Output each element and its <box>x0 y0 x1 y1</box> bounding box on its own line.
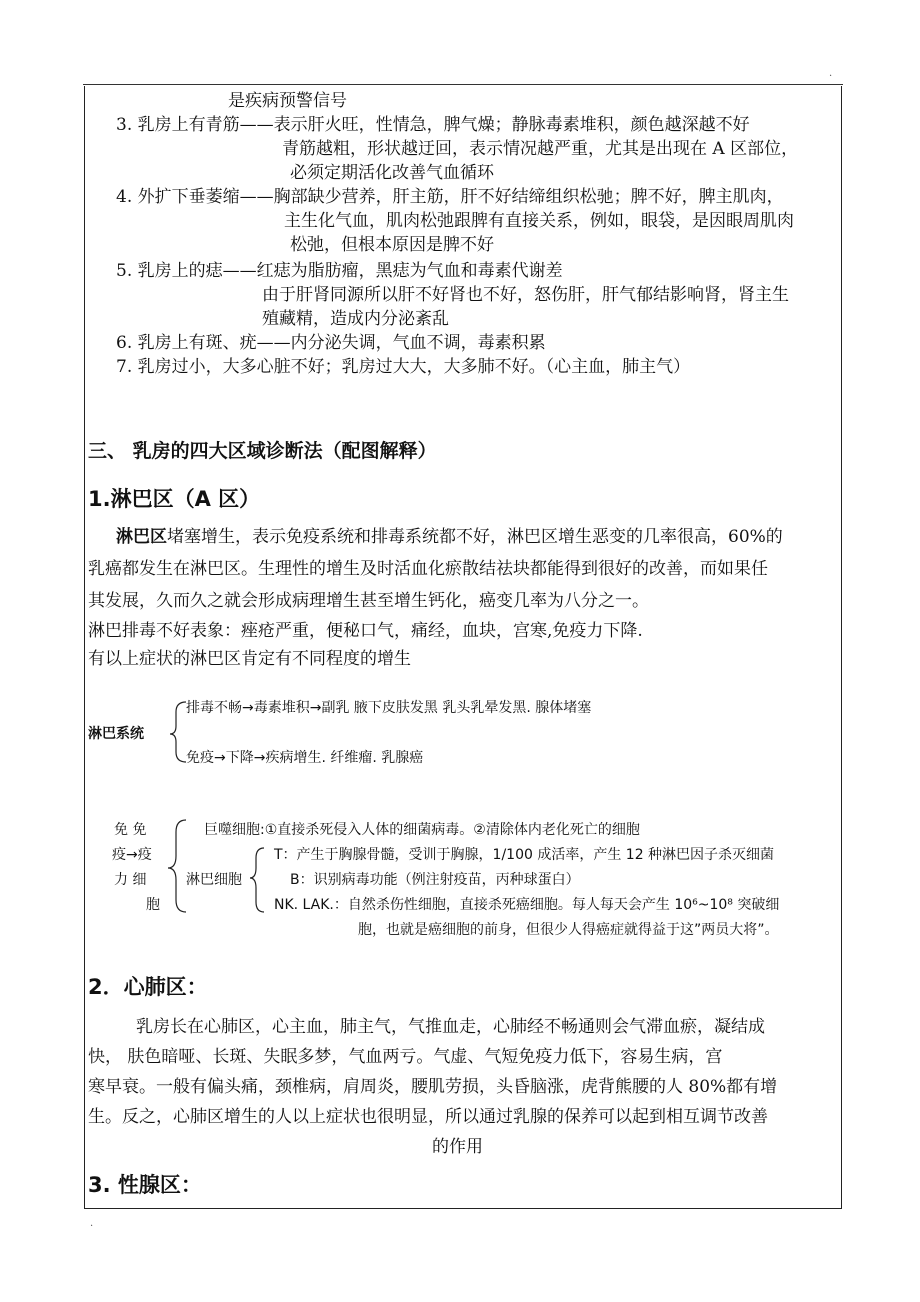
list-item-6: 6. 乳房上有斑、疣——内分泌失调，气血不调，毒素积累 <box>116 333 546 353</box>
header-dot: . <box>829 68 833 79</box>
list-item-4: 4. 外扩下垂萎缩——胸部缺少营养，肝主筋，肝不好结缔组织松驰；脾不好，脾主肌肉， <box>116 187 784 207</box>
list-line: 青筋越粗，形状越迂回，表示情况越严重，尤其是出现在 A 区部位， <box>282 139 799 159</box>
immune-vertical-label: 力 细 <box>114 872 147 888</box>
lymph-branch: 免疫→下降→疾病增生. 纤维瘤. 乳腺癌 <box>186 750 424 766</box>
area-a-paragraph: 淋巴排毒不好表象：痤疮严重，便秘口气，痛经，血块，宫寒,免疫力下降. <box>88 621 643 641</box>
section-heading: 三、 乳房的四大区域诊断法（配图解释） <box>88 440 437 462</box>
lymph-system-label: 淋巴系统 <box>88 726 144 742</box>
list-line: 松弛，但根本原因是脾不好 <box>290 235 494 255</box>
nk-cell-line: 胞，也就是癌细胞的前身，但很少人得癌症就得益于这”两员大将”。 <box>358 922 779 938</box>
area-a-heading: 1.淋巴区（A 区） <box>88 487 261 511</box>
list-item-5: 5. 乳房上的痣——红痣为脂肪瘤，黑痣为气血和毒素代谢差 <box>116 261 563 281</box>
footer-dot: . <box>90 1218 94 1229</box>
area-b-heading: 2．心肺区： <box>88 975 208 999</box>
area-b-paragraph: 的作用 <box>432 1137 483 1157</box>
immune-vertical-label: 胞 <box>146 897 160 913</box>
area-a-paragraph: 乳癌都发生在淋巴区。生理性的增生及时活血化瘀散结祛块都能得到很好的改善，而如果任 <box>88 559 768 579</box>
immune-vertical-label: 免 免 <box>114 822 147 838</box>
immune-vertical-label: 疫→疫 <box>112 847 152 863</box>
list-line: 必须定期活化改善气血循环 <box>290 163 494 183</box>
nk-cell-line: NK. LAK.：自然杀伤性细胞，直接杀死癌细胞。每人每天会产生 10⁶~10⁸ 突破细 <box>274 897 780 913</box>
list-item-7: 7. 乳房过小，大多心脏不好；乳房过大大，大多肺不好。（心主血，肺主气） <box>116 357 691 377</box>
list-line: 主生化气血，肌肉松弛跟脾有直接关系，例如，眼袋，是因眼周肌肉 <box>284 211 794 231</box>
list-line: 由于肝肾同源所以肝不好肾也不好，怒伤肝，肝气郁结影响肾，肾主生 <box>262 285 789 305</box>
area-c-heading: 3. 性腺区： <box>88 1173 202 1197</box>
t-cell-line: T：产生于胸腺骨髓，受训于胸腺，1/100 成活率，产生 12 种淋巴因子杀灭细菌 <box>274 847 775 863</box>
list-line: 殖藏精，造成内分泌紊乱 <box>262 309 449 329</box>
area-a-paragraph: 淋巴区堵塞增生，表示免疫系统和排毒系统都不好，淋巴区增生恶变的几率很高，60%的 <box>116 527 783 547</box>
area-b-paragraph: 生。反之，心肺区增生的人以上症状也很明显，所以通过乳腺的保养可以起到相互调节改善 <box>88 1107 768 1127</box>
area-b-paragraph: 快， 肤色暗哑、长斑、失眠多梦，气血两亏。气虚、气短免疫力低下，容易生病，宫 <box>88 1047 723 1067</box>
lymph-branch: 排毒不畅→毒素堆积→副乳 腋下皮肤发黑 乳头乳晕发黑. 腺体堵塞 <box>186 700 592 716</box>
b-cell-line: B：识别病毒功能（例注射疫苗，丙种球蛋白） <box>290 872 580 888</box>
list-line: 是疾病预警信号 <box>228 91 347 111</box>
area-b-paragraph: 寒早衰。一般有偏头痛，颈椎病，肩周炎，腰肌劳损，头昏脑涨，虎背熊腰的人 80%都有增 <box>88 1077 778 1097</box>
list-item-3: 3. 乳房上有青筋——表示肝火旺，性情急，脾气燥；静脉毒素堆积，颜色越深越不好 <box>116 115 750 135</box>
area-b-paragraph: 乳房长在心肺区，心主血，肺主气，气推血走，心肺经不畅通则会气滞血瘀，凝结成 <box>136 1017 765 1037</box>
lymphocyte-label: 淋巴细胞 <box>186 872 242 888</box>
area-a-paragraph: 有以上症状的淋巴区肯定有不同程度的增生 <box>88 649 411 669</box>
macrophage-line: 巨噬细胞:①直接杀死侵入人体的细菌病毒。②清除体内老化死亡的细胞 <box>204 822 640 838</box>
area-a-paragraph: 其发展，久而久之就会形成病理增生甚至增生钙化，癌变几率为八分之一。 <box>88 591 649 611</box>
